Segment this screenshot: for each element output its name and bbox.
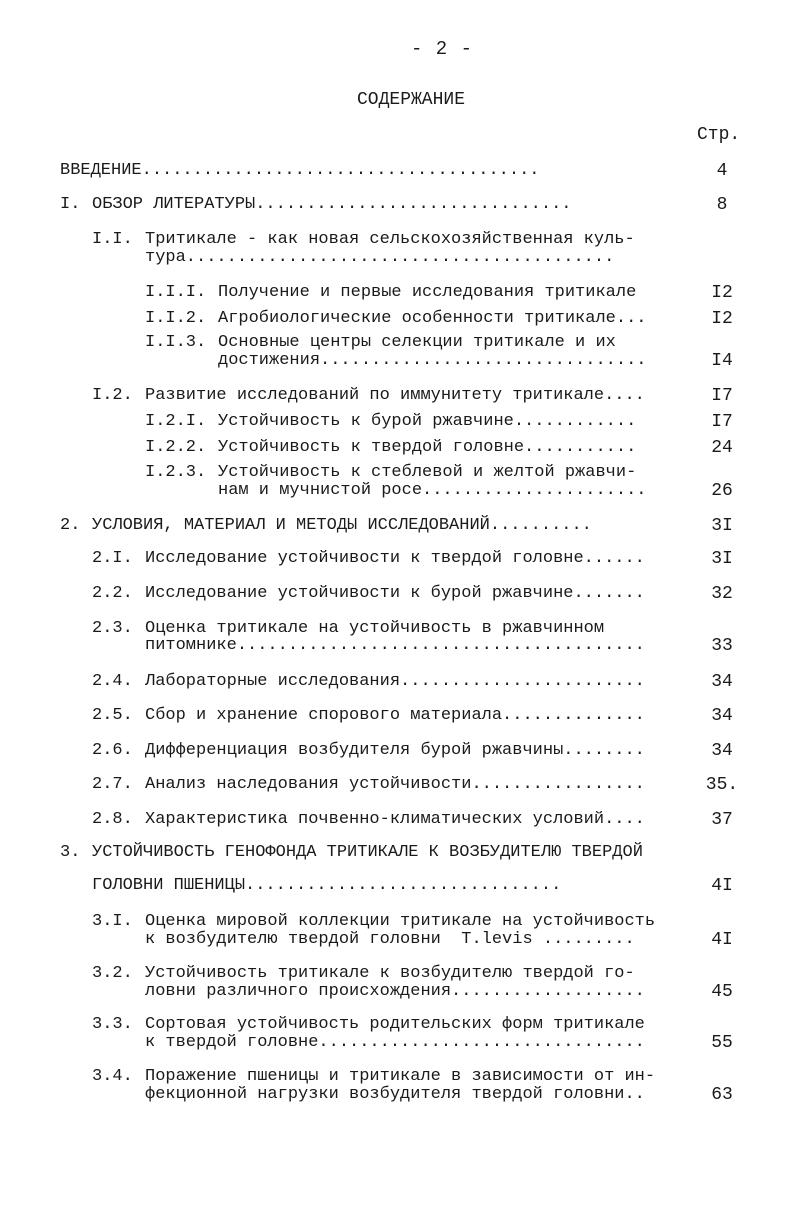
contents-title: СОДЕРЖАНИЕ <box>357 90 466 110</box>
entry-page-number: 32 <box>711 584 733 604</box>
entry-title-line: нам и мучнистой росе...................... <box>218 481 647 500</box>
entry-title-line: Тритикале - как новая сельскохозяйственная куль- <box>145 230 635 249</box>
entry-page-number: 45 <box>711 982 733 1002</box>
entry-page-number: I4 <box>711 351 733 371</box>
entry-title-line: Лабораторные исследования........................ <box>145 672 645 691</box>
entry-title-line: Оценка тритикале на устойчивость в ржавчинном <box>145 619 605 638</box>
entry-title-line: к твердой головне................................ <box>145 1033 645 1052</box>
entry-number: I.I. <box>92 230 133 249</box>
entry-number: 3.3. <box>92 1015 133 1034</box>
entry-number: I.I.2. <box>145 309 207 328</box>
entry-number: 2.2. <box>92 584 133 603</box>
entry-page-number: I7 <box>711 412 733 432</box>
entry-number: I. <box>60 195 81 214</box>
entry-title-line: Основные центры селекции тритикале и их <box>218 333 616 352</box>
entry-page-number: 4I <box>711 876 733 896</box>
entry-title-line: Характеристика почвенно-климатических условий.... <box>145 810 645 829</box>
entry-number: 3.2. <box>92 964 133 983</box>
entry-page-number: I2 <box>711 309 733 329</box>
entry-page-number: 34 <box>711 706 733 726</box>
entry-number: I.2.I. <box>145 412 207 431</box>
entry-title-line: ВВЕДЕНИЕ....................................... <box>60 161 540 180</box>
page-number: - 2 - <box>411 38 474 60</box>
entry-number: I.2. <box>92 386 133 405</box>
entry-page-number: 35. <box>705 775 739 795</box>
entry-page-number: 24 <box>711 438 733 458</box>
entry-page-number: 3I <box>711 516 733 536</box>
entry-page-number: 26 <box>711 481 733 501</box>
entry-number: 2. <box>60 516 81 535</box>
entry-page-number: 3I <box>711 549 733 569</box>
entry-number: 2.7. <box>92 775 133 794</box>
entry-title-line: Устойчивость к стеблевой и желтой ржавчи- <box>218 463 637 482</box>
entry-number: 2.I. <box>92 549 133 568</box>
entry-title-line: питомнике........................................ <box>145 636 645 655</box>
entry-title-line: ОБЗОР ЛИТЕРАТУРЫ............................... <box>92 195 572 214</box>
page-column-label: Стр. <box>697 125 741 145</box>
entry-title-line: УСЛОВИЯ, МАТЕРИАЛ И МЕТОДЫ ИССЛЕДОВАНИЙ.......... <box>92 516 592 535</box>
entry-title-line: Агробиологические особенности тритикале... <box>218 309 647 328</box>
entry-number: I.2.2. <box>145 438 207 457</box>
entry-page-number: 55 <box>711 1033 733 1053</box>
entry-number: I.I.3. <box>145 333 207 352</box>
entry-title-line: ГОЛОВНИ ПШЕНИЦЫ............................... <box>92 876 562 895</box>
entry-title-line: Устойчивость к бурой ржавчине............ <box>218 412 637 431</box>
entry-title-line: Развитие исследований по иммунитету тритикале.... <box>145 386 645 405</box>
entry-page-number: 63 <box>711 1085 733 1105</box>
entry-title-line: Исследование устойчивости к твердой головне...... <box>145 549 645 568</box>
entry-number: 3.4. <box>92 1067 133 1086</box>
entry-title-line: фекционной нагрузки возбудителя твердой головни.. <box>145 1085 645 1104</box>
entry-number: 3.I. <box>92 912 133 931</box>
entry-page-number: I7 <box>711 386 733 406</box>
entry-page-number: I2 <box>711 283 733 303</box>
entry-title-line: Исследование устойчивости к бурой ржавчине....... <box>145 584 645 603</box>
entry-page-number: 34 <box>711 672 733 692</box>
entry-number: 2.8. <box>92 810 133 829</box>
entry-title-line: УСТОЙЧИВОСТЬ ГЕНОФОНДА ТРИТИКАЛЕ К ВОЗБУДИТЕЛЮ ТВЕРДОЙ <box>92 843 643 862</box>
entry-number: I.2.3. <box>145 463 207 482</box>
entry-title-line: к возбудителю твердой головни T.levis ......... <box>145 930 635 949</box>
entry-title-line: Устойчивость тритикале к возбудителю твердой го- <box>145 964 635 983</box>
entry-number: 2.3. <box>92 619 133 638</box>
entry-title-line: Анализ наследования устойчивости................. <box>145 775 645 794</box>
entry-page-number: 8 <box>716 195 728 215</box>
entry-number: 3. <box>60 843 81 862</box>
entry-number: 2.5. <box>92 706 133 725</box>
entry-number: 2.4. <box>92 672 133 691</box>
entry-page-number: 4 <box>716 161 728 181</box>
entry-title-line: Оценка мировой коллекции тритикале на устойчивость <box>145 912 656 931</box>
entry-page-number: 34 <box>711 741 733 761</box>
entry-title-line: Поражение пшеницы и тритикале в зависимости от ин- <box>145 1067 656 1086</box>
entry-page-number: 4I <box>711 930 733 950</box>
entry-title-line: тура.......................................... <box>145 248 615 267</box>
entry-number: I.I.I. <box>145 283 207 302</box>
entry-title-line: Получение и первые исследования тритикале <box>218 283 637 302</box>
entry-title-line: ловни различного происхождения................... <box>145 982 645 1001</box>
entry-title-line: Сортовая устойчивость родительских форм тритикале <box>145 1015 645 1034</box>
entry-number: 2.6. <box>92 741 133 760</box>
entry-page-number: 33 <box>711 636 733 656</box>
entry-title-line: Дифференциация возбудителя бурой ржавчины........ <box>145 741 645 760</box>
entry-title-line: достижения................................ <box>218 351 647 370</box>
entry-title-line: Сбор и хранение спорового материала.............. <box>145 706 645 725</box>
entry-title-line: Устойчивость к твердой головне........... <box>218 438 637 457</box>
entry-page-number: 37 <box>711 810 733 830</box>
